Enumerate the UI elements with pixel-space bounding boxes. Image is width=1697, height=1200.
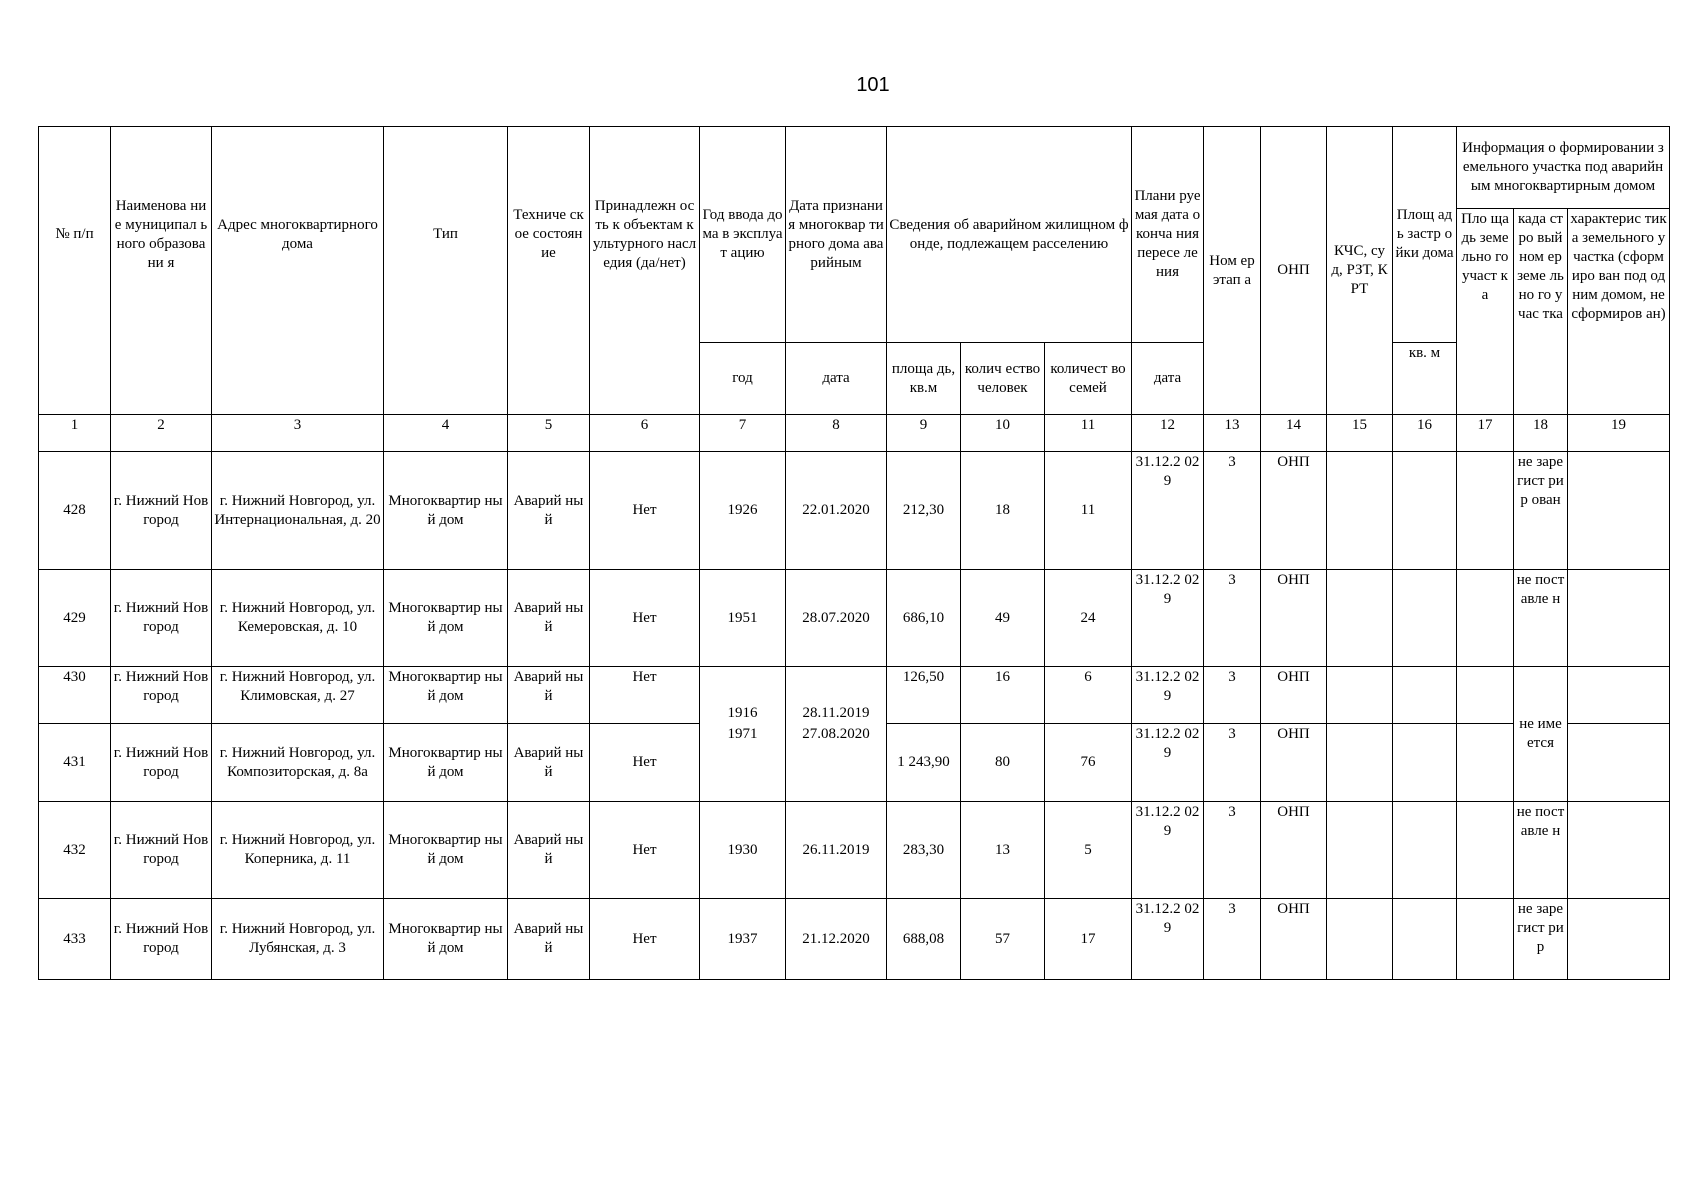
cell-date: 21.12.2020 [786,899,887,980]
col-number: 9 [887,415,961,452]
header-address: Адрес многоквартирного дома [212,127,384,343]
header-info-fund: Сведения об аварийном жилищном фонде, подлежащем расселению [887,127,1132,343]
cell-heritage: Нет [590,667,700,724]
cell-area: 688,08 [887,899,961,980]
header-empty-1 [39,343,111,415]
cell-heritage: Нет [590,452,700,570]
cell-type: Многоквартир ный дом [384,724,508,802]
header-land-info: Информация о формировании земельного участка под аварийным многоквартирным домом [1457,127,1670,209]
table-row [39,667,1670,724]
cell-address: г. Нижний Новгород, ул. Климовская, д. 27 [212,667,384,724]
cell-year: 1971 [700,724,786,802]
cell-date: 22.01.2020 [786,452,887,570]
header-sub-planned: дата [1132,343,1204,415]
table-row [39,899,1670,980]
cell-kchs [1327,724,1393,802]
cell-land-area [1457,899,1514,980]
cell-year: 1930 [700,802,786,899]
cell-year: 1916 [700,667,786,724]
cell-date: 27.08.2020 [786,724,887,802]
col-number: 4 [384,415,508,452]
cell-num: 429 [39,570,111,667]
cell-families: 24 [1045,570,1132,667]
header-kchs: КЧС, суд, РЗТ, КРТ [1327,127,1393,415]
col-number: 17 [1457,415,1514,452]
header-empty-5 [508,343,590,415]
cell-land-area [1457,802,1514,899]
cell-address: г. Нижний Новгород, ул. Композиторская, д. 8а [212,724,384,802]
cell-onp: ОНП [1261,667,1327,724]
cell-date: 28.11.2019 [786,667,887,724]
cell-people: 80 [961,724,1045,802]
table-row [39,802,1670,899]
header-year-built: Год ввода дома в эксплуат ацию [700,127,786,343]
header-planned-date: Плани руемая дата оконча ния пересе ления [1132,127,1204,343]
cell-stage: 3 [1204,724,1261,802]
cell-area: 686,10 [887,570,961,667]
cell-address: г. Нижний Новгород, ул. Кемеровская, д. 10 [212,570,384,667]
header-empty-4 [384,343,508,415]
header-cadastral: када стро вый ном ер земе льно го учас тка [1514,209,1568,415]
cell-area: 1 243,90 [887,724,961,802]
header-onp: ОНП [1261,127,1327,415]
cell-kchs [1327,802,1393,899]
cell-num: 431 [39,724,111,802]
cell-families: 76 [1045,724,1132,802]
cell-land-char [1568,724,1670,802]
table-row [39,724,1670,802]
header-row-1 [39,127,1670,209]
cell-heritage: Нет [590,570,700,667]
header-built-area: Площ адь застр ойки дома [1393,127,1457,343]
cell-land-char [1568,802,1670,899]
cell-year: 1926 [700,452,786,570]
header-empty-2 [111,343,212,415]
table-row [39,570,1670,667]
cell-built-area [1393,570,1457,667]
cell-onp: ОНП [1261,724,1327,802]
cell-families: 6 [1045,667,1132,724]
header-sub-year: год [700,343,786,415]
col-number: 16 [1393,415,1457,452]
cell-area: 283,30 [887,802,961,899]
cell-land-area [1457,452,1514,570]
cell-cadastral: не заре гист рир ован [1514,452,1568,570]
col-number: 2 [111,415,212,452]
cell-type: Многоквартир ный дом [384,452,508,570]
cell-land-area [1457,724,1514,802]
cell-stage: 3 [1204,667,1261,724]
header-sub-kvm-16: кв. м [1393,343,1457,415]
cell-onp: ОНП [1261,452,1327,570]
cell-cadastral: не име ется [1514,667,1568,802]
header-empty-3 [212,343,384,415]
col-number: 14 [1261,415,1327,452]
cell-state: Аварий ный [508,724,590,802]
header-date-recognized: Дата признания многоквар тирного дома аварийным [786,127,887,343]
header-tech-state: Техниче ское состоян ие [508,127,590,343]
cell-land-area [1457,667,1514,724]
cell-land-char [1568,570,1670,667]
header-sub-date: дата [786,343,887,415]
col-number: 1 [39,415,111,452]
cell-type: Многоквартир ный дом [384,899,508,980]
cell-land-char [1568,667,1670,724]
col-number: 11 [1045,415,1132,452]
cell-date: 26.11.2019 [786,802,887,899]
header-municipality: Наименова ние муниципал ьного образовани я [111,127,212,343]
column-number-row [39,415,1670,452]
header-stage: Ном ер этап а [1204,127,1261,415]
col-number: 13 [1204,415,1261,452]
cell-people: 18 [961,452,1045,570]
cell-onp: ОНП [1261,802,1327,899]
header-type: Тип [384,127,508,343]
cell-built-area [1393,899,1457,980]
cell-municipality: г. Нижний Новгород [111,724,212,802]
table-row [39,452,1670,570]
cell-onp: ОНП [1261,899,1327,980]
col-number: 15 [1327,415,1393,452]
cell-municipality: г. Нижний Новгород [111,570,212,667]
cell-num: 428 [39,452,111,570]
header-sub-families: количест во семей [1045,343,1132,415]
cell-state: Аварий ный [508,452,590,570]
cell-people: 13 [961,802,1045,899]
cell-onp: ОНП [1261,570,1327,667]
cell-address: г. Нижний Новгород, ул. Коперника, д. 11 [212,802,384,899]
cell-num: 433 [39,899,111,980]
header-sub-area: площа дь, кв.м [887,343,961,415]
emergency-housing-table [38,126,1670,980]
cell-stage: 3 [1204,802,1261,899]
cell-type: Многоквартир ный дом [384,570,508,667]
cell-stage: 3 [1204,899,1261,980]
cell-municipality: г. Нижний Новгород [111,899,212,980]
cell-num: 430 [39,667,111,724]
cell-planned: 31.12.2 029 [1132,899,1204,980]
cell-state: Аварий ный [508,802,590,899]
cell-planned: 31.12.2 029 [1132,724,1204,802]
cell-year: 1937 [700,899,786,980]
cell-people: 49 [961,570,1045,667]
cell-heritage: Нет [590,724,700,802]
cell-municipality: г. Нижний Новгород [111,802,212,899]
col-number: 5 [508,415,590,452]
cell-land-char [1568,899,1670,980]
cell-stage: 3 [1204,570,1261,667]
header-heritage: Принадлежн ость к объектам культурного наследия (да/нет) [590,127,700,343]
cell-families: 5 [1045,802,1132,899]
header-land-area: Пло щадь земе льно го участ ка [1457,209,1514,415]
cell-kchs [1327,899,1393,980]
cell-address: г. Нижний Новгород, ул. Интернациональная, д. 20 [212,452,384,570]
cell-built-area [1393,724,1457,802]
header-land-char: характерис тика земельного участка (сформиро ван под одним домом, не сформиров ан) [1568,209,1670,415]
cell-area: 212,30 [887,452,961,570]
cell-date: 28.07.2020 [786,570,887,667]
cell-families: 11 [1045,452,1132,570]
col-number: 3 [212,415,384,452]
cell-address: г. Нижний Новгород, ул. Лубянская, д. 3 [212,899,384,980]
cell-cadastral: не пост авле н [1514,802,1568,899]
cell-planned: 31.12.2 029 [1132,570,1204,667]
cell-type: Многоквартир ный дом [384,667,508,724]
cell-cadastral: не пост авле н [1514,570,1568,667]
cell-num: 432 [39,802,111,899]
col-number: 12 [1132,415,1204,452]
cell-planned: 31.12.2 029 [1132,452,1204,570]
cell-municipality: г. Нижний Новгород [111,452,212,570]
cell-heritage: Нет [590,802,700,899]
cell-area: 126,50 [887,667,961,724]
cell-kchs [1327,570,1393,667]
cell-state: Аварий ный [508,667,590,724]
cell-heritage: Нет [590,899,700,980]
cell-people: 57 [961,899,1045,980]
cell-land-area [1457,570,1514,667]
cell-people: 16 [961,667,1045,724]
page-number: 101 [856,74,890,96]
cell-built-area [1393,667,1457,724]
header-num: № п/п [39,127,111,343]
col-number: 10 [961,415,1045,452]
cell-planned: 31.12.2 029 [1132,802,1204,899]
col-number: 7 [700,415,786,452]
cell-state: Аварий ный [508,899,590,980]
cell-kchs [1327,667,1393,724]
cell-state: Аварий ный [508,570,590,667]
cell-cadastral: не заре гист рир [1514,899,1568,980]
cell-year: 1951 [700,570,786,667]
header-sub-people: колич ество человек [961,343,1045,415]
header-row-3 [39,343,1670,415]
cell-built-area [1393,802,1457,899]
cell-families: 17 [1045,899,1132,980]
cell-type: Многоквартир ный дом [384,802,508,899]
cell-kchs [1327,452,1393,570]
col-number: 18 [1514,415,1568,452]
cell-stage: 3 [1204,452,1261,570]
cell-land-char [1568,452,1670,570]
cell-built-area [1393,452,1457,570]
col-number: 19 [1568,415,1670,452]
col-number: 6 [590,415,700,452]
cell-municipality: г. Нижний Новгород [111,667,212,724]
cell-planned: 31.12.2 029 [1132,667,1204,724]
col-number: 8 [786,415,887,452]
header-empty-6 [590,343,700,415]
